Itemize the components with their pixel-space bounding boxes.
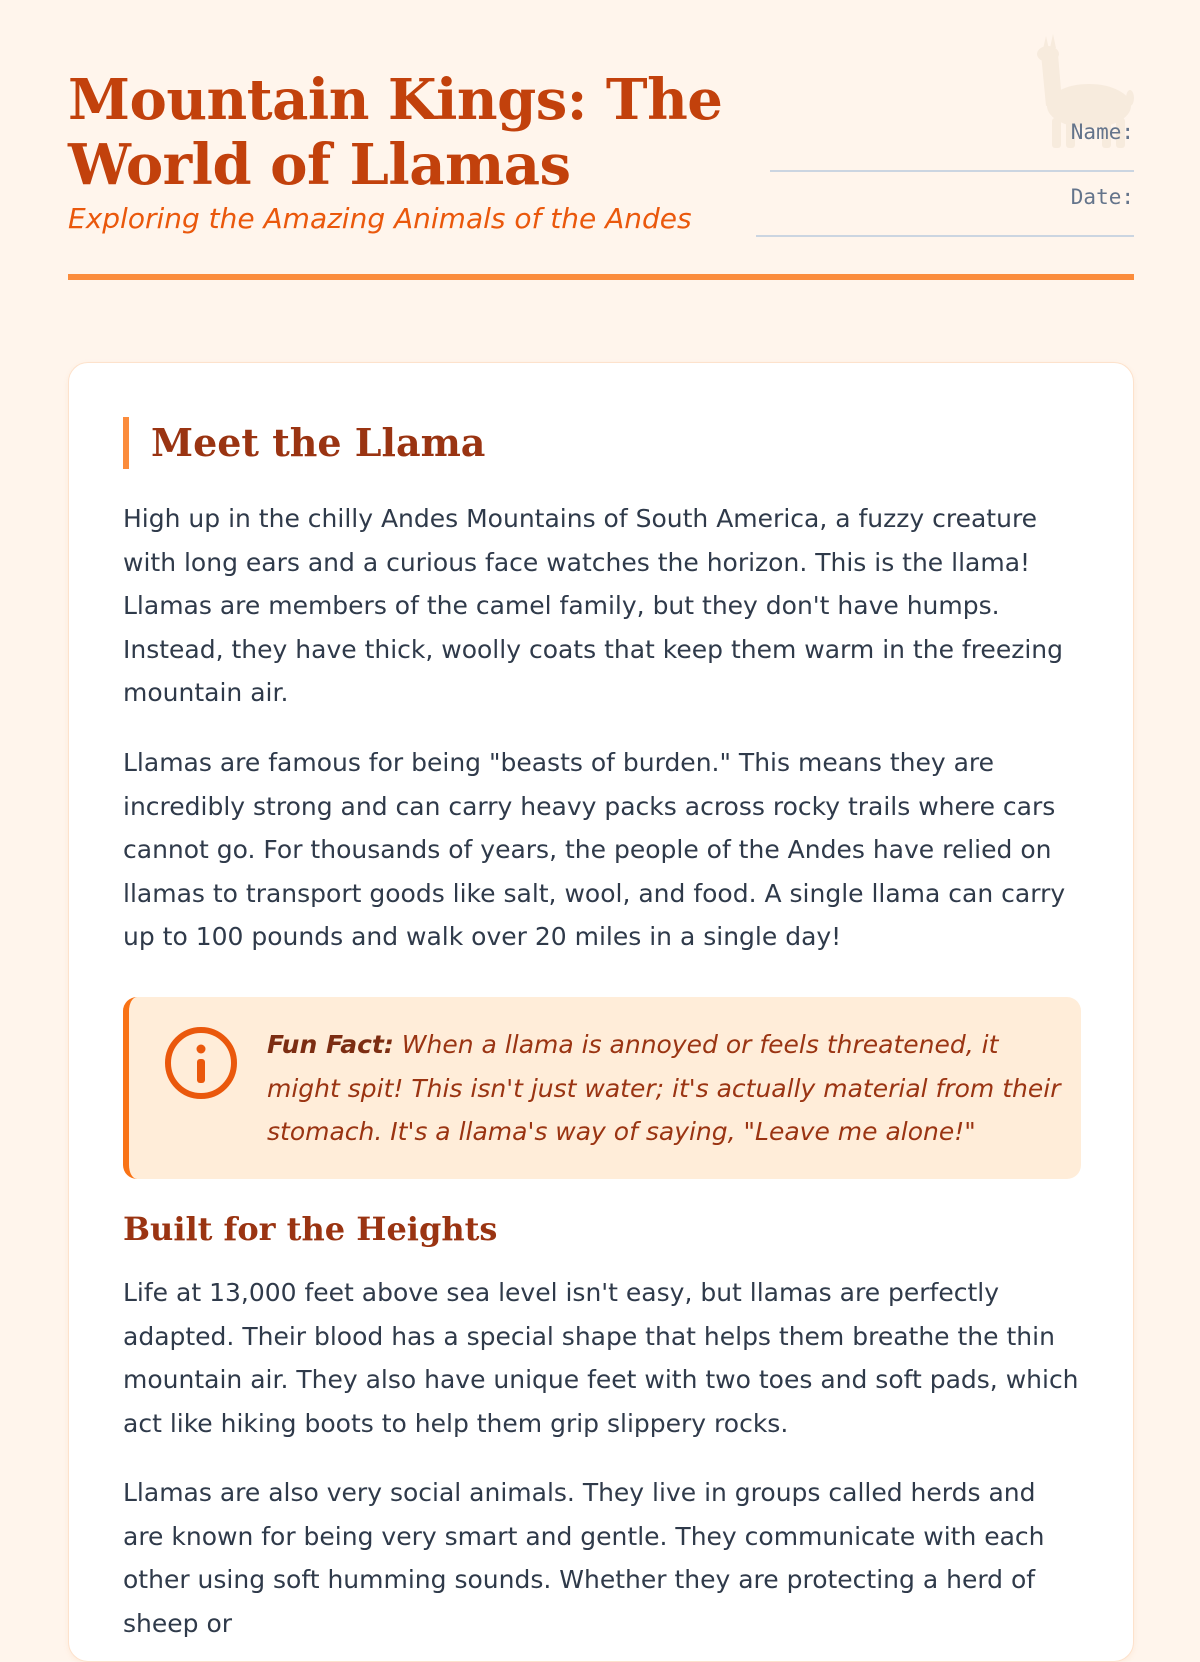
content-card: [68, 362, 1134, 1662]
info-icon: [163, 1025, 239, 1101]
page-title: Mountain Kings: The World of Llamas: [68, 67, 723, 198]
fun-fact-callout: [123, 997, 1081, 1179]
adaptation-paragraph: Life at 13,000 feet above sea level isn't easy, but llamas are perfectly adapted. Their blood has a special shape that helps them breathe the thin mountain air. They also have unique feet with two toes and soft pads, which act like hiking boots to help them grip slippery rocks.: [123, 1278, 1079, 1438]
intro-paragraph: High up in the chilly Andes Mountains of South America, a fuzzy creature with long ears and a curious face watches the horizon. This is the llama! Llamas are members of the camel family, but they don't have humps. Instead, they have thick, woolly coats that keep them warm in the freezing mountain air.: [123, 504, 1063, 707]
date-field[interactable]: [756, 181, 1134, 237]
fun-fact-label: Fun Fact:: [267, 1030, 394, 1059]
social-paragraph: Llamas are also very social animals. They live in groups called herds and are known for being very smart and gentle. They communicate with each other using soft humming sounds. Whether they are protecting a herd of sheep or: [123, 1478, 1045, 1638]
section-title: Meet the Llama: [123, 417, 485, 469]
subsection-title: Built for the Heights: [123, 1210, 498, 1248]
name-label: Name:: [1070, 120, 1134, 144]
header-divider: [68, 274, 1134, 280]
fun-fact-text: [267, 1023, 1067, 1154]
date-label: Date:: [1070, 185, 1134, 209]
burden-paragraph: Llamas are famous for being "beasts of burden." This means they are incredibly strong and can carry heavy packs across rocky trails where cars cannot go. For thousands of years, the people of the Andes have relied on llamas to transport goods like salt, wool, and food. A single llama can carry up to 100 pounds and walk over 20 miles in a single day!: [123, 748, 1066, 951]
worksheet-header: [68, 40, 1134, 280]
name-field[interactable]: [770, 116, 1134, 172]
page-subtitle: Exploring the Amazing Animals of the Andes: [68, 202, 692, 235]
fun-fact-body: When a llama is annoyed or feels threatened, it might spit! This isn't just water; it's actually material from their stomach. It's a llama's way of saying, "Leave me alone!": [267, 1030, 1061, 1146]
